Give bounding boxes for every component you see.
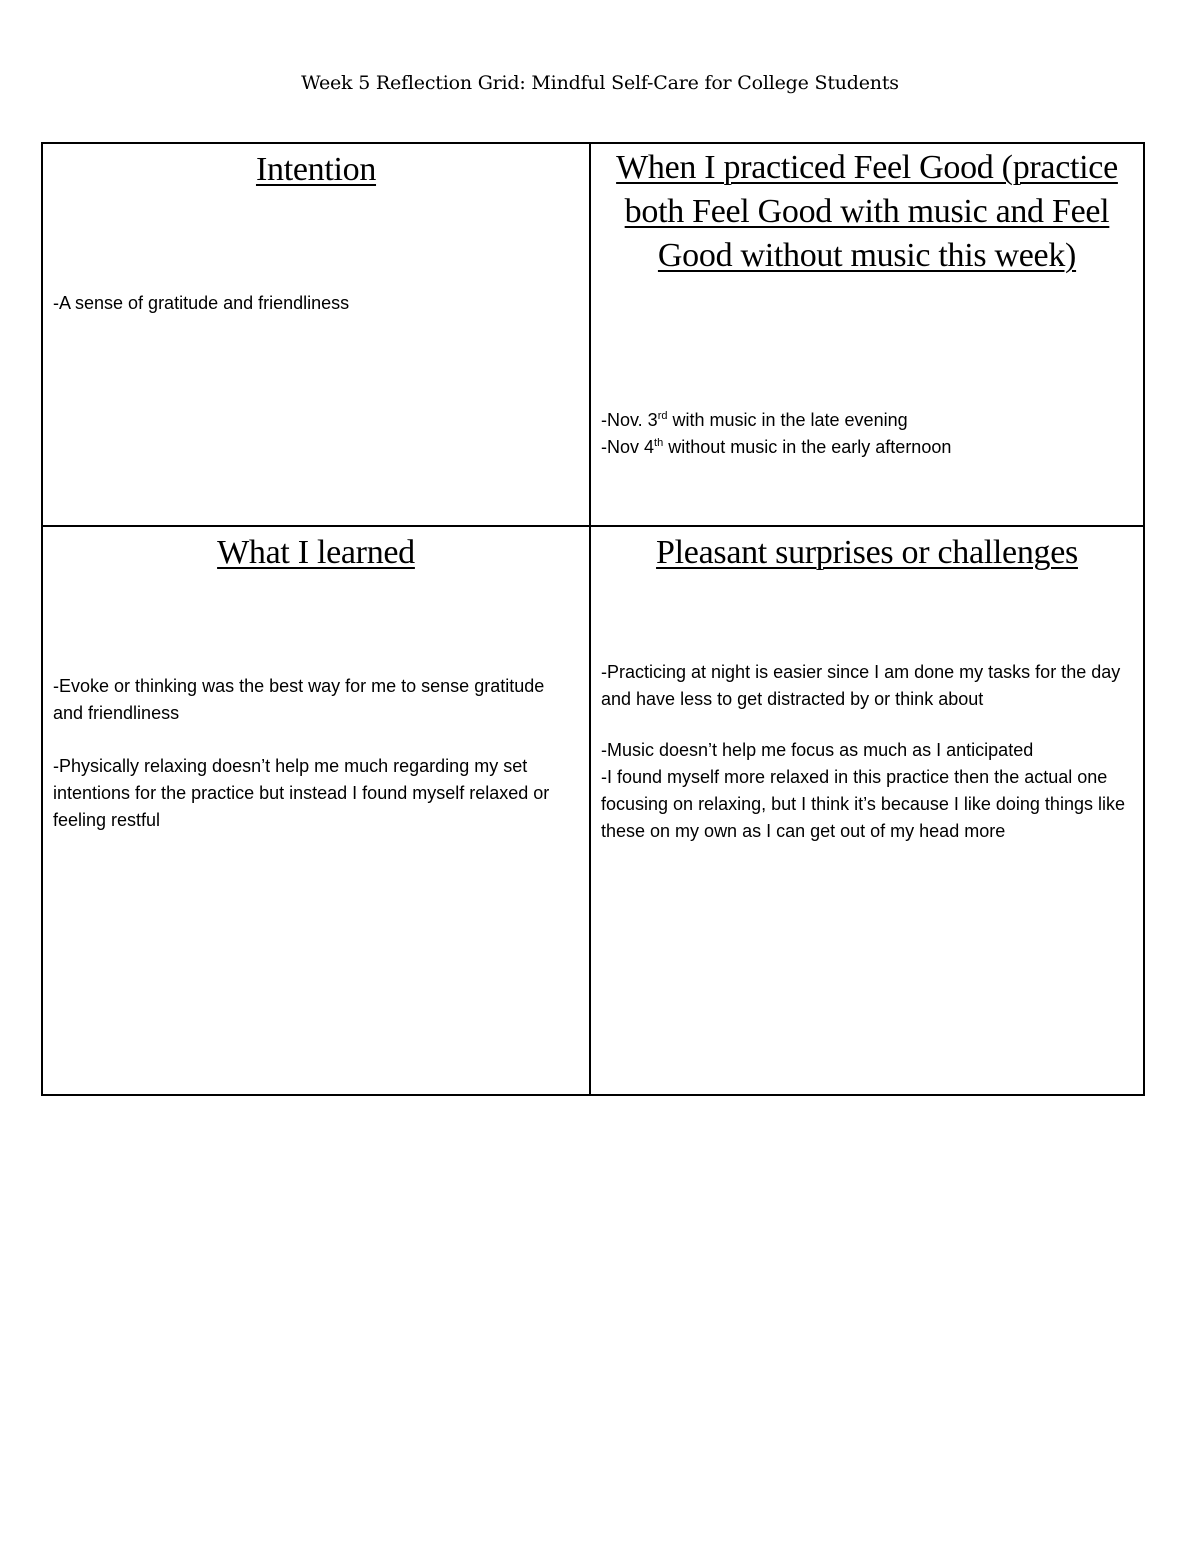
learned-body <box>53 673 575 834</box>
practice-cell <box>591 144 1143 527</box>
practice-body <box>601 407 1129 461</box>
learned-cell <box>43 527 591 1094</box>
surprises-item: -Practicing at night is easier since I am done my tasks for the day and have less to get distracted by or think about <box>601 662 1121 709</box>
intention-cell <box>43 144 591 527</box>
intention-heading: Intention <box>255 151 377 188</box>
practice-item: -Nov. 3rd with music in the late evening <box>601 410 908 430</box>
surprises-item: -I found myself more relaxed in this practice then the actual one focusing on relaxing, but I think it’s because I like doing things like these on my own as I can get out of my head more <box>601 767 1125 841</box>
learned-item: -Evoke or thinking was the best way for me to sense gratitude and friendliness <box>53 676 545 723</box>
surprises-heading: Pleasant surprises or challenges <box>656 534 1078 571</box>
practice-item: -Nov 4th without music in the early afternoon <box>601 437 952 457</box>
reflection-grid <box>41 142 1145 1096</box>
surprises-item: -Music doesn’t help me focus as much as I anticipated <box>601 740 1034 760</box>
surprises-cell <box>591 527 1143 1094</box>
practice-heading: When I practiced Feel Good (practice both Feel Good with music and Feel Good without music this week) <box>616 149 1118 274</box>
surprises-body <box>601 659 1129 845</box>
intention-item: -A sense of gratitude and friendliness <box>53 293 350 313</box>
page-title: Week 5 Reflection Grid: Mindful Self-Care for College Students <box>301 72 899 94</box>
intention-body <box>53 290 575 317</box>
learned-heading: What I learned <box>217 534 415 571</box>
learned-item: -Physically relaxing doesn’t help me much regarding my set intentions for the practice but instead I found myself relaxed or feeling restful <box>53 756 550 830</box>
